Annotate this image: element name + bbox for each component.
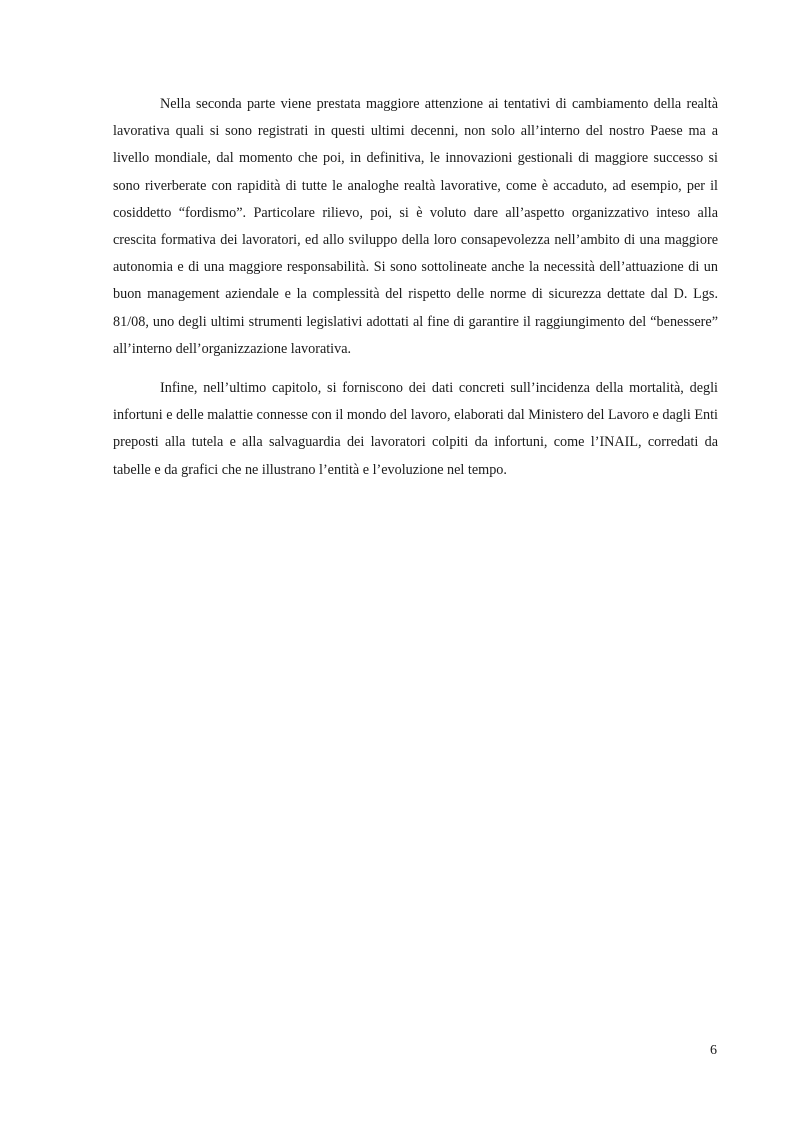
paragraph: Nella seconda parte viene prestata maggiore attenzione ai tentativi di cambiamento della realtà lavorativa quali si sono registrati in questi ultimi decenni, non solo all’interno del nostro Paese ma a livello mondiale, dal momento che poi, in definitiva, le innovazioni gestionali di maggiore successo si sono riverberate con rapidità di tutte le analoghe realtà lavorative, come è accaduto, ad esempio, per il cosiddetto “fordismo”. Particolare rilievo, poi, si è voluto dare all’aspetto organizzativo inteso alla crescita formativa dei lavoratori, ed allo sviluppo della loro consapevolezza nell’ambito di una maggiore autonomia e di una maggiore responsabilità. Si sono sottolineate anche la necessità dell’attuazione di un buon management aziendale e la complessità del rispetto delle norme di sicurezza dettate dal D. Lgs. 81/08, uno degli ultimi strumenti legislativi adottati al fine di garantire il raggiungimento del “benessere” all’interno dell’organizzazione lavorativa. <box>113 96 718 357</box>
paragraph: Infine, nell’ultimo capitolo, si forniscono dei dati concreti sull’incidenza della mortalità, degli infortuni e delle malattie connesse con il mondo del lavoro, elaborati dal Ministero del Lavoro e dagli Enti preposti alla tutela e alla salvaguardia dei lavoratori colpiti da infortuni, come l’INAIL, corredati da tabelle e da grafici che ne illustrano l’entità e l’evoluzione nel tempo. <box>113 380 718 478</box>
page-number: 6 <box>710 1043 717 1058</box>
document-body <box>113 91 718 496</box>
